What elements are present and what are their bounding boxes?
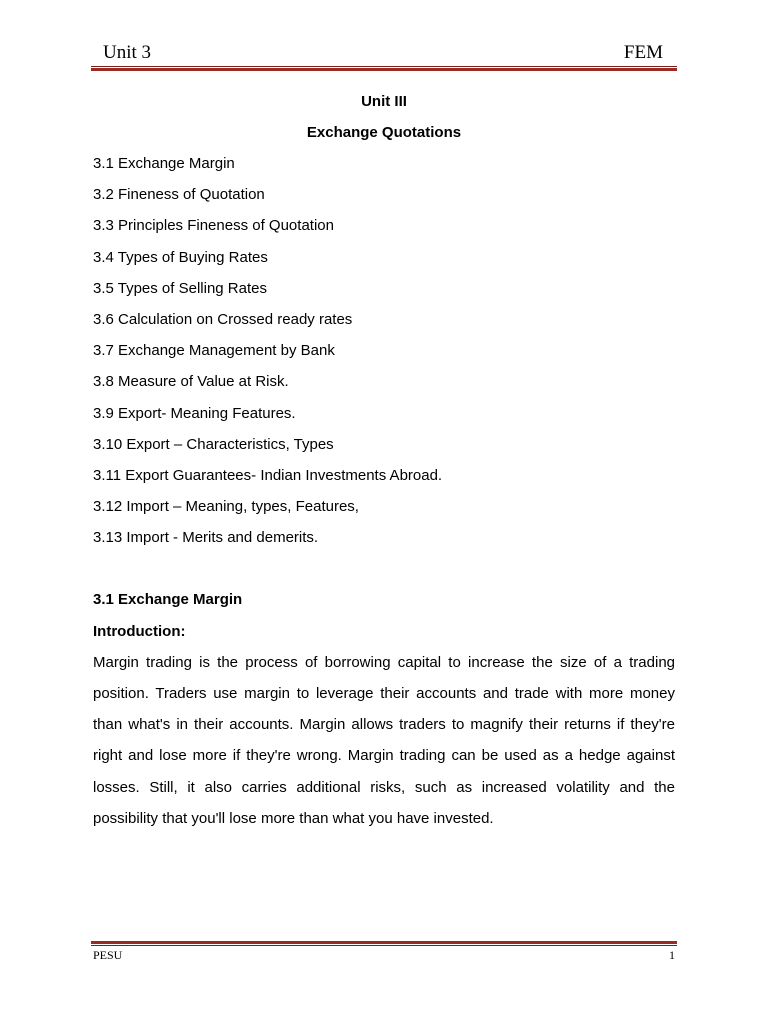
header-rule-thick [91, 68, 677, 71]
toc-item: 3.7 Exchange Management by Bank [93, 342, 335, 360]
toc-item: 3.6 Calculation on Crossed ready rates [93, 310, 353, 328]
page-content [93, 86, 675, 834]
unit-title: Unit III [361, 93, 407, 110]
page-number: 1 [669, 948, 675, 962]
toc-item: 3.1 Exchange Margin [93, 155, 235, 172]
toc-item: 3.3 Principles Fineness of Quotation [93, 217, 334, 235]
toc-item: 3.13 Import - Merits and demerits. [93, 529, 319, 547]
toc-item: 3.12 Import – Meaning, types, Features, [93, 498, 359, 516]
spacer [93, 553, 675, 584]
toc-item: 3.8 Measure of Value at Risk. [93, 373, 289, 391]
section-paragraph: Margin trading is the process of borrowing capital to increase the size of a trading position. Traders use margin to leverage their accounts and trade with more money than what's in their accounts. Margin allows traders to magnify their returns if they're right and lose more if they're wrong. Margin trading can be used as a hedge against losses. Still, it also carries additional risks, such as increased volatility and the possibility that you'll lose more than what you have invested. [93, 653, 675, 827]
section-subheading: Introduction: [93, 622, 186, 640]
section-heading: 3.1 Exchange Margin [93, 591, 243, 609]
page-header [103, 42, 663, 68]
footer-rule-thin [91, 945, 677, 946]
toc-item: 3.10 Export – Characteristics, Types [93, 435, 334, 453]
header-course-label: FEM [623, 42, 663, 63]
toc-item: 3.2 Fineness of Quotation [93, 186, 265, 204]
toc-item: 3.5 Types of Selling Rates [93, 279, 267, 297]
toc-item: 3.9 Export- Meaning Features. [93, 404, 296, 422]
unit-subtitle: Exchange Quotations [306, 124, 462, 141]
toc-item: 3.11 Export Guarantees- Indian Investments Abroad. [93, 466, 443, 484]
page-footer [93, 948, 675, 966]
toc-item: 3.4 Types of Buying Rates [93, 248, 268, 266]
header-unit-label: Unit 3 [103, 42, 152, 63]
footer-institution-label: PESU [93, 948, 123, 962]
header-rule-thin [91, 66, 677, 67]
footer-rule-thick [91, 941, 677, 944]
table-of-contents [93, 148, 675, 553]
